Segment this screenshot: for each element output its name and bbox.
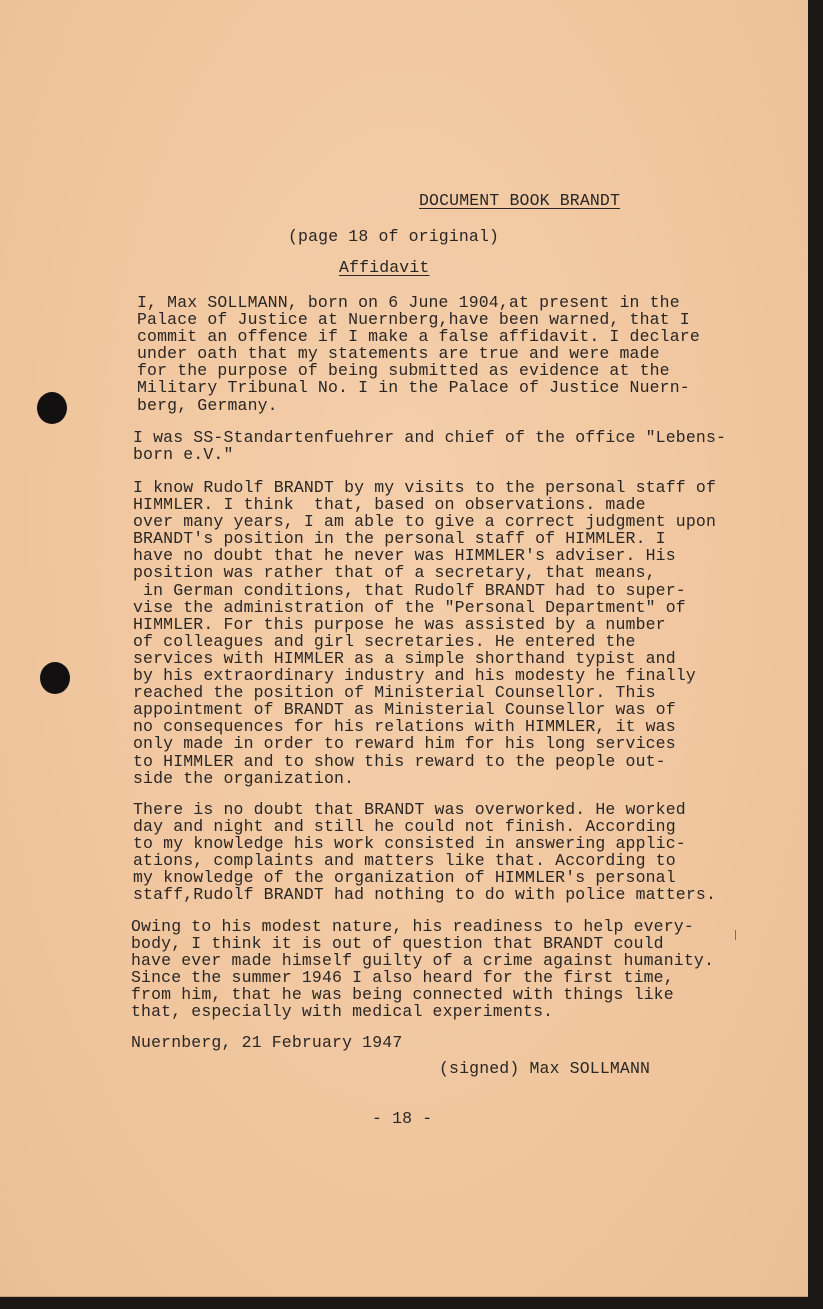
stray-pen-mark xyxy=(735,930,736,940)
document-title: Affidavit xyxy=(339,258,430,277)
document-heading: DOCUMENT BOOK BRANDT xyxy=(419,191,621,210)
paragraph-declaration: I, Max SOLLMANN, born on 6 June 1904,at present in the Palace of Justice at Nuernberg,have been warned, that I commit an offence if I make a false affidavit. I declare under oath that my statements are true and were made for the purpose of being submitted as evidence at the Military Tribunal No. I in the Palace of Justice Nuern- berg, Germany. xyxy=(137,293,700,415)
paragraph-knowledge: I know Rudolf BRANDT by my visits to the personal staff of HIMMLER. I think that, based on observations. made over many years, I am able to give a correct judgment upon BRANDT's position in the personal staff of HIMMLER. I have no doubt that he never was HIMMLER's adviser. His position was rather that of a secretary, that means, in German conditions, that Rudolf BRANDT had to super- vise the administration of the "Personal Department" of HIMMLER. For this purpose he was assisted by a number of colleagues and girl secretaries. He entered the services with HIMMLER as a simple shorthand typist and by his extraordinary industry and his modesty he finally reached the position of Ministerial Counsellor. This appointment of BRANDT as Ministerial Counsellor was of no consequences for his relations with HIMMLER, it was only made in order to reward him for his long services to HIMMLER and to show this reward to the people out- side the organization. xyxy=(133,478,716,788)
place-and-date: Nuernberg, 21 February 1947 xyxy=(131,1033,403,1052)
page-reference: (page 18 of original) xyxy=(288,227,500,246)
paragraph-position: I was SS-Standartenfuehrer and chief of the office "Lebens- born e.V." xyxy=(133,428,727,465)
signature-line: (signed) Max SOLLMANN xyxy=(439,1059,651,1078)
paragraph-workload: There is no doubt that BRANDT was overworked. He worked day and night and still he could not finish. According to my knowledge his work consisted in answering applic- ations, complaints and matters like that. According to my knowledge of the organization of HIMMLER's personal staff,Rudolf BRANDT had nothing to do with police matters. xyxy=(133,800,716,905)
punch-hole-upper xyxy=(37,392,67,424)
scan-border-right xyxy=(808,0,823,1309)
page-number: - 18 - xyxy=(372,1109,433,1128)
punch-hole-lower xyxy=(40,662,70,694)
scan-border-bottom xyxy=(0,1297,823,1309)
paragraph-character: Owing to his modest nature, his readiness to help every- body, I think it is out of question that BRANDT could have ever made himself guilty of a crime against humanity. Since the summer 1946 I also heard for the first time, from him, that he was being connected with things like that, especially with medical experiments. xyxy=(131,917,714,1022)
